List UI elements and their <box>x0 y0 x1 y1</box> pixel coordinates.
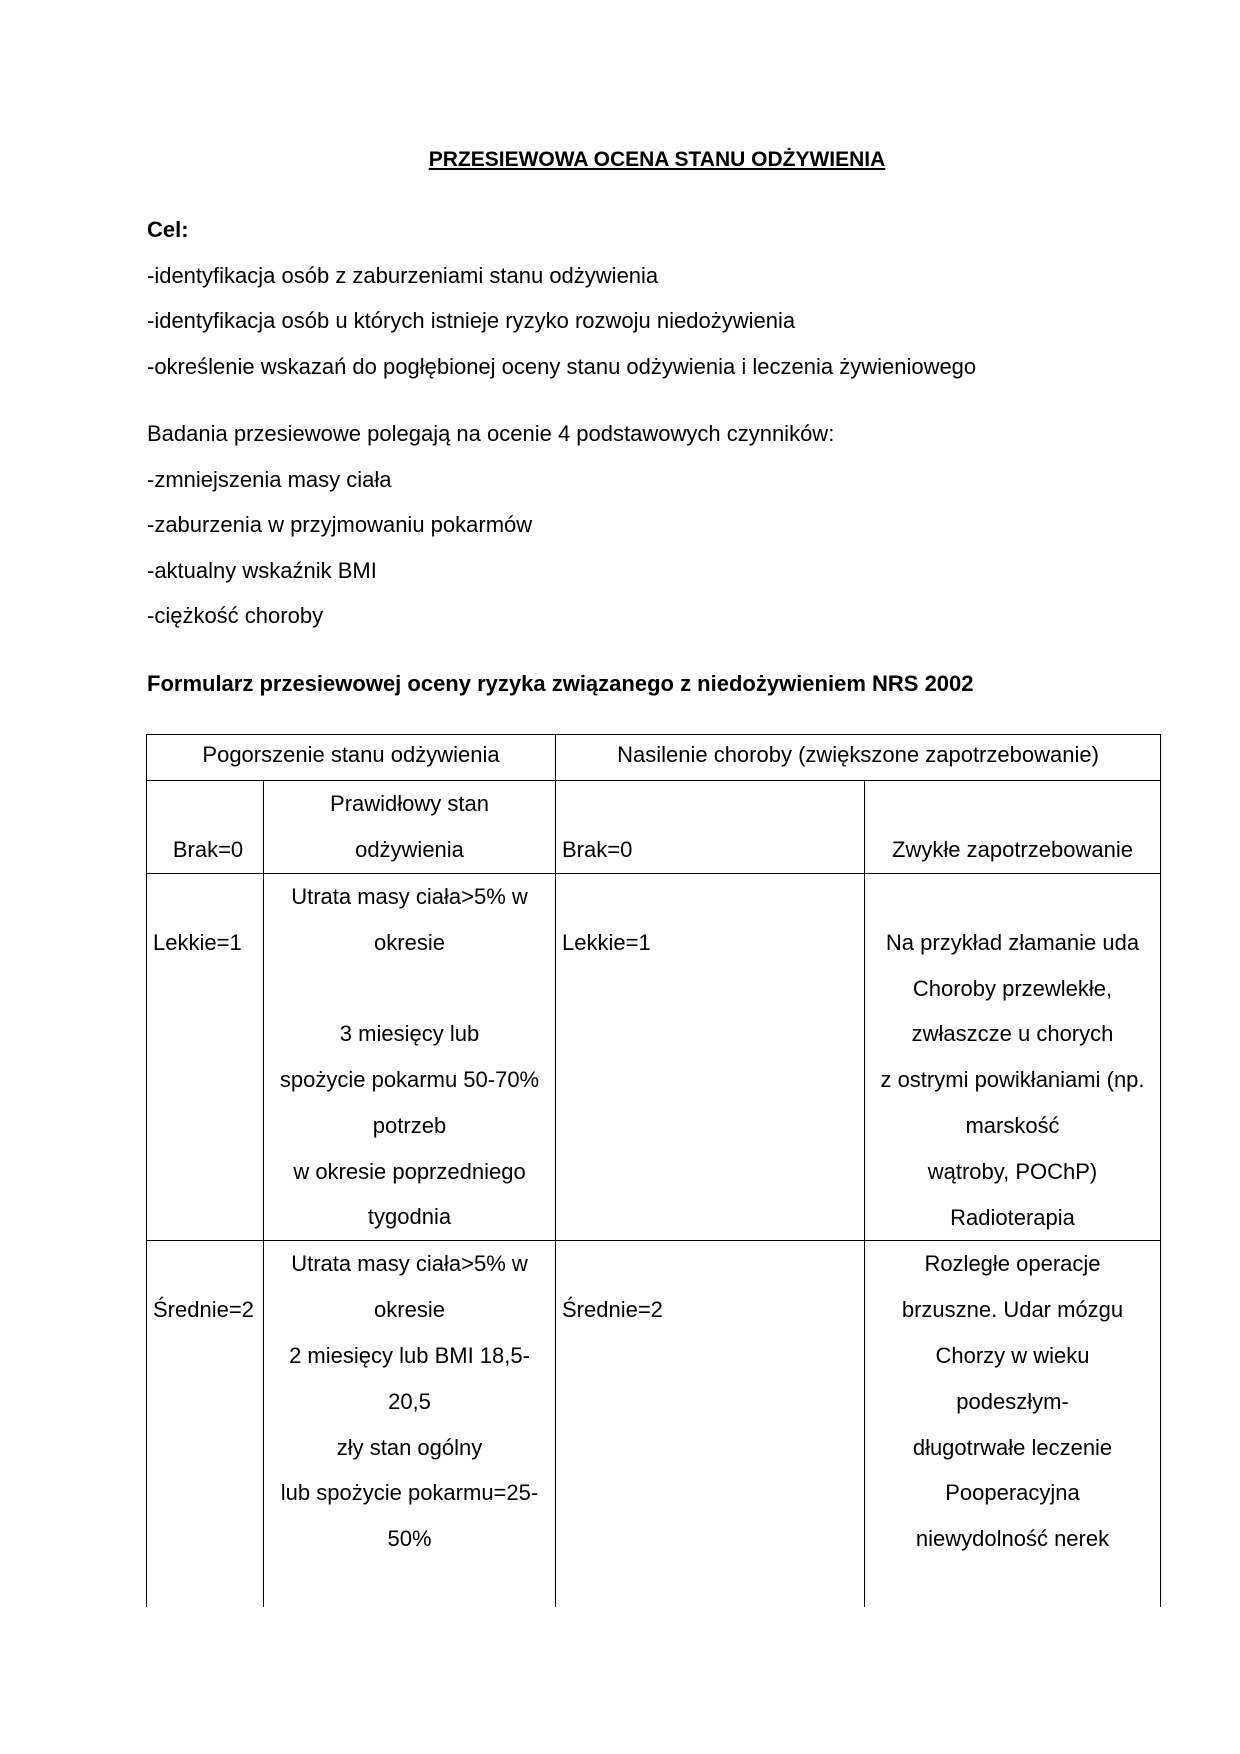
nutrition-desc-line: potrzeb <box>372 1112 447 1138</box>
nutrition-desc-line: Prawidłowy stan <box>330 791 489 816</box>
factor-item: -zmniejszenia masy ciała <box>147 467 392 492</box>
disease-score: Średnie=2 <box>562 1297 663 1323</box>
disease-score: Lekkie=1 <box>562 929 651 955</box>
disease-desc-line: marskość <box>965 1112 1060 1138</box>
header-disease <box>556 735 1161 781</box>
header-nutrition <box>147 735 556 781</box>
nutrition-desc-line: w okresie poprzedniego <box>293 1158 526 1184</box>
nutrition-score: Średnie=2 <box>153 1297 254 1323</box>
factor-item: -zaburzenia w przyjmowaniu pokarmów <box>147 512 533 537</box>
disease-desc-line: Pooperacyjna <box>945 1480 1080 1506</box>
disease-desc-line: wątroby, POChP) <box>927 1158 1098 1184</box>
factor-item: -aktualny wskaźnik BMI <box>147 558 377 583</box>
factor-item: -ciężkość choroby <box>147 603 324 628</box>
nutrition-desc-line: spożycie pokarmu 50-70% <box>279 1066 540 1092</box>
disease-score-cell <box>556 873 865 1241</box>
nrs-2002-table <box>146 734 1161 1607</box>
nutrition-desc-line: okresie <box>374 1297 445 1323</box>
disease-desc-line: długotrwałe leczenie <box>912 1434 1113 1460</box>
header-nutrition-label: Pogorszenie stanu odżywienia <box>202 742 500 767</box>
disease-desc-line: niewydolność nerek <box>915 1526 1110 1552</box>
table-row <box>147 873 1161 1241</box>
disease-desc-cell <box>865 781 1161 874</box>
nutrition-desc-line: okresie <box>374 929 445 955</box>
nutrition-desc-line: zły stan ogólny <box>336 1434 483 1460</box>
form-heading: Formularz przesiewowej oceny ryzyka związanego z niedożywieniem NRS 2002 <box>147 671 974 696</box>
goal-item: -identyfikacja osób z zaburzeniami stanu odżywienia <box>147 263 659 288</box>
table-header-row <box>147 735 1161 781</box>
disease-desc-line: brzuszne. Udar mózgu <box>901 1297 1124 1323</box>
disease-desc-line: Chorzy w wieku <box>935 1342 1090 1368</box>
goal-item: -określenie wskazań do pogłębionej oceny stanu odżywienia i leczenia żywieniowego <box>147 354 977 379</box>
screening-intro: Badania przesiewowe polegają na ocenie 4 podstawowych czynników: <box>147 421 835 446</box>
disease-desc-line: zwłaszcze u chorych <box>911 1021 1114 1047</box>
nutrition-desc-line: 2 miesięcy lub BMI 18,5- <box>289 1342 530 1368</box>
nutrition-score: Brak=0 <box>172 837 244 862</box>
nutrition-score-cell <box>147 781 264 874</box>
nutrition-desc-line: 50% <box>387 1526 432 1552</box>
nutrition-desc-cell <box>264 873 556 1241</box>
nutrition-desc-line <box>264 965 555 1011</box>
nutrition-desc-line: Utrata masy ciała>5% w <box>291 1251 528 1277</box>
document-title: PRZESIEWOWA OCENA STANU ODŻYWIENIA <box>428 148 886 171</box>
nutrition-desc-line: 20,5 <box>388 1388 431 1414</box>
goal-item: -identyfikacja osób u których istnieje ryzyko rozwoju niedożywienia <box>147 308 796 333</box>
nutrition-desc-line: 3 miesięcy lub <box>339 1021 480 1047</box>
disease-desc-cell <box>865 1241 1161 1608</box>
nutrition-score: Lekkie=1 <box>153 929 242 955</box>
disease-desc-cell <box>865 873 1161 1241</box>
nutrition-desc-line: odżywienia <box>355 836 464 862</box>
disease-desc-line: Choroby przewlekłe, <box>912 975 1113 1001</box>
nutrition-score-cell <box>147 873 264 1241</box>
disease-score: Brak=0 <box>562 837 633 862</box>
disease-desc-line: Zwykłe zapotrzebowanie <box>892 837 1133 862</box>
nutrition-desc-line: tygodnia <box>367 1204 452 1230</box>
disease-desc-line: podeszłym- <box>956 1388 1069 1414</box>
disease-desc-line: z ostrymi powikłaniami (np. <box>880 1067 1145 1093</box>
nutrition-desc-cell <box>264 1241 556 1608</box>
disease-desc-line: Na przykład złamanie uda <box>885 929 1140 955</box>
nutrition-desc-cell <box>264 781 556 874</box>
disease-score-cell <box>556 1241 865 1608</box>
nutrition-score-cell <box>147 1241 264 1608</box>
disease-score-cell <box>556 781 865 874</box>
nutrition-desc-line: lub spożycie pokarmu=25- <box>280 1480 539 1506</box>
table-row <box>147 781 1161 874</box>
table-row <box>147 1241 1161 1608</box>
header-disease-label: Nasilenie choroby (zwiększone zapotrzebowanie) <box>617 742 1099 767</box>
disease-desc-line: Radioterapia <box>950 1204 1075 1230</box>
nutrition-desc-line: Utrata masy ciała>5% w <box>291 883 528 909</box>
disease-desc-line: Rozległe operacje <box>924 1251 1101 1277</box>
goal-heading: Cel: <box>147 217 189 242</box>
